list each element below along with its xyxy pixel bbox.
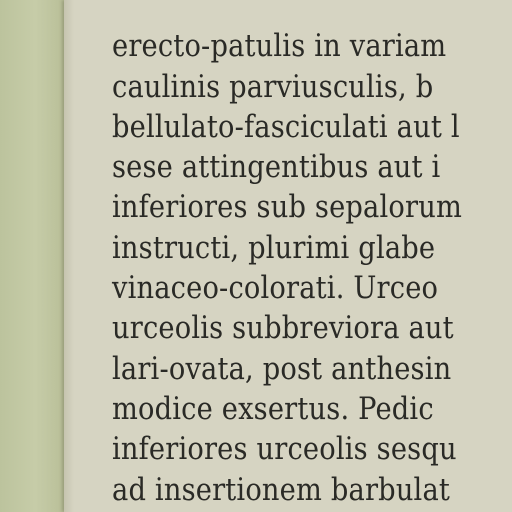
text-line: sese attingentibus aut i [112, 149, 441, 186]
backing-sheet [0, 0, 64, 512]
text-line: erecto-patulis in variam [112, 28, 447, 65]
text-line: caulinis parviusculis, b [112, 68, 434, 105]
text-line: urceolis subbreviora aut [112, 310, 454, 347]
text-line: vinaceo-colorati. Urceo [112, 270, 439, 307]
text-line: instructi, plurimi glabe [112, 229, 436, 266]
text-line: inferiores sub sepalorum [112, 189, 463, 226]
text-line: bellulato-fasciculati aut l [112, 108, 460, 145]
text-line: modice exsertus. Pedic [112, 390, 434, 427]
text-line: inferiores urceolis sesqu [112, 431, 457, 468]
latin-text-block [112, 0, 512, 510]
text-line-top-cut [112, 0, 512, 26]
text-line: ad insertionem barbulat [112, 471, 451, 508]
text-line: lari-ovata, post anthesin [112, 350, 452, 387]
